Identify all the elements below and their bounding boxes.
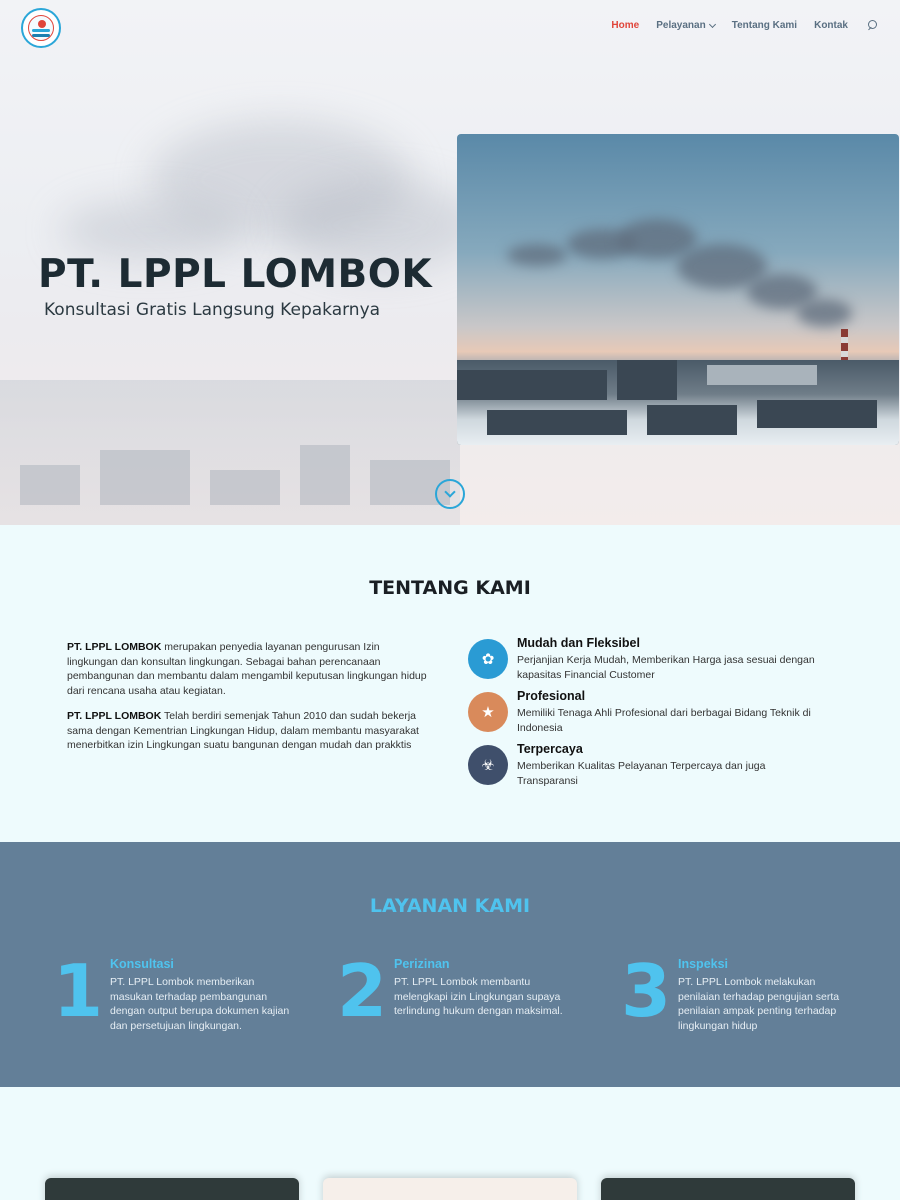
service-inspeksi <box>621 949 871 1065</box>
service-number: 3 <box>621 949 672 1033</box>
feature-desc: Memiliki Tenaga Ahli Profesional dari berbagai Bidang Teknik di Indonesia <box>517 707 811 734</box>
service-number: 2 <box>337 949 388 1033</box>
nav-pelayanan-label: Pelayanan <box>656 20 706 31</box>
card-1[interactable] <box>45 1178 299 1200</box>
about-section <box>0 525 900 842</box>
people-network-icon: ✿ <box>468 639 508 679</box>
service-desc: PT. LPPL Lombok memberikan masukan terhadap pembangunan dengan output berupa dokumen kajian dan persetujuan lingkungan. <box>110 976 290 1032</box>
company-name: PT. LPPL LOMBOK <box>67 641 162 653</box>
chevron-down-icon <box>709 20 716 27</box>
feature-title: Terpercaya <box>517 742 583 756</box>
service-perizinan <box>337 949 587 1065</box>
about-paragraph <box>67 640 427 698</box>
about-paragraph-text: Telah berdiri semenjak Tahun 2010 dan sudah bekerja sama dengan Kementrian Lingkungan Hidup, dalam membantu masyarakat menerbitkan izin Lingkungan suatu bangunan dengan mudah dan prakktis <box>67 710 419 751</box>
about-text <box>67 640 427 764</box>
hero-title: PT. LPPL LOMBOK <box>38 252 433 297</box>
card-3[interactable] <box>601 1178 855 1200</box>
smoke-cloud <box>60 200 240 260</box>
service-title: Konsultasi <box>110 957 174 971</box>
feature-profesional <box>468 689 811 739</box>
hero-photo-factory <box>457 134 899 445</box>
nav-home[interactable]: Home <box>611 20 640 31</box>
feature-title: Profesional <box>517 689 586 703</box>
about-paragraph-text: merupakan penyedia layanan pengurusan Izin lingkungan dan konsultan lingkungan. Sebagai bahan perencanaan pembangunan dan membantu dalam mengambil keputusan lingkungan hidup dari rencana usaha atau kegiatan. <box>67 641 427 697</box>
feature-terpercaya <box>468 742 798 792</box>
feature-desc: Perjanjian Kerja Mudah, Memberikan Harga jasa sesuai dengan kapasitas Financial Customer <box>517 654 815 681</box>
about-paragraph <box>67 709 427 753</box>
nav-pelayanan[interactable] <box>656 20 714 31</box>
handshake-icon: ☣ <box>468 745 508 785</box>
chevron-down-circle-icon[interactable] <box>435 479 465 509</box>
main-menu <box>611 20 878 31</box>
feature-desc: Memberikan Kualitas Pelayanan Terpercaya dan juga Transparansi <box>517 760 766 787</box>
expert-stars-icon: ★ <box>468 692 508 732</box>
feature-title: Mudah dan Fleksibel <box>517 636 640 650</box>
nav-kontak[interactable]: Kontak <box>814 20 848 31</box>
feature-mudah-fleksibel <box>468 636 815 686</box>
bottom-cards-section <box>0 1087 900 1200</box>
service-title: Inspeksi <box>678 957 729 971</box>
hero-section <box>0 0 900 525</box>
services-title: LAYANAN KAMI <box>369 895 531 917</box>
service-title: Perizinan <box>394 957 450 971</box>
nav-tentang-kami[interactable]: Tentang Kami <box>731 20 798 31</box>
card-2[interactable] <box>323 1178 577 1200</box>
services-section <box>0 842 900 1087</box>
search-icon[interactable] <box>867 20 878 31</box>
service-desc: PT. LPPL Lombok membantu melengkapi izin Lingkungan supaya terlindung hukum dengan maksimal. <box>394 976 563 1017</box>
company-logo[interactable] <box>21 8 61 48</box>
hero-subtitle: Konsultasi Gratis Langsung Kepakarnya <box>44 300 381 320</box>
company-name: PT. LPPL LOMBOK <box>67 710 162 722</box>
service-konsultasi <box>53 949 303 1065</box>
top-navigation <box>0 0 900 56</box>
service-desc: PT. LPPL Lombok melakukan penilaian terhadap pengujian serta penilaian ampak penting terhadap lingkungan hidup <box>678 976 840 1032</box>
service-number: 1 <box>53 949 104 1033</box>
about-title: TENTANG KAMI <box>369 577 531 599</box>
hero-background-city <box>0 380 460 525</box>
